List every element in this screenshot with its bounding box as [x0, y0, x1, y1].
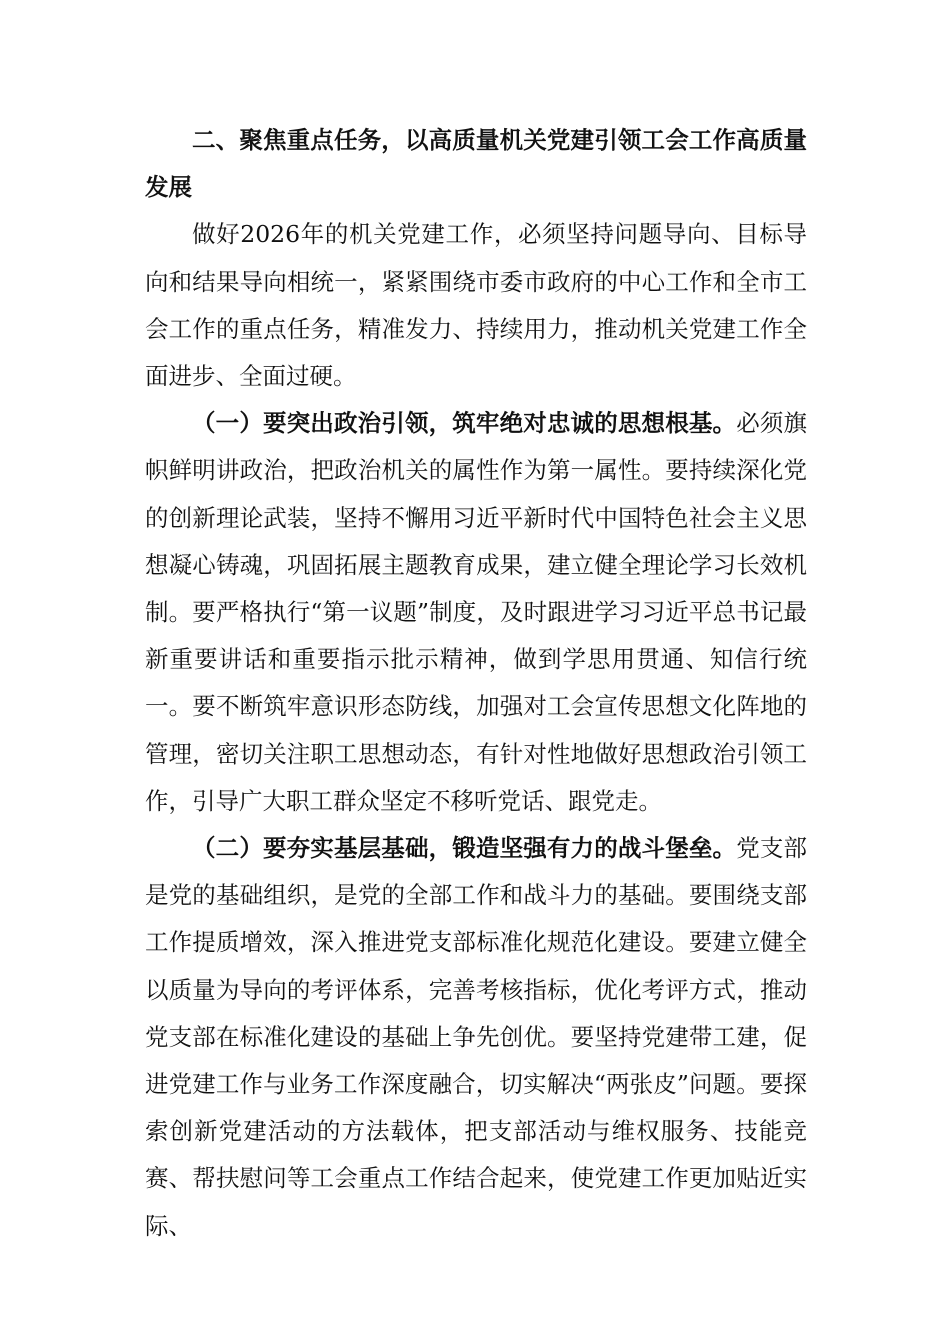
subsection-paragraph-1: [145, 400, 807, 825]
document-body: [145, 117, 807, 1250]
subsection-lead-1: （一）要突出政治引领，筑牢绝对忠诚的思想根基。: [192, 409, 737, 438]
subsection-paragraph-2: [145, 825, 807, 1250]
section-heading: 二、聚焦重点任务，以高质量机关党建引领工会工作高质量发展: [145, 126, 807, 202]
subsection-body-1: 必须旗帜鲜明讲政治，把政治机关的属性作为第一属性。要持续深化党的创新理论武装，坚持不懈用习近平新时代中国特色社会主义思想凝心铸魂，巩固拓展主题教育成果，建立健全理论学习长效机制。要严格执行“第一议题”制度，及时跟进学习习近平总书记最新重要讲话和重要指示批示精神，做到学思用贯通、知信行统一。要不断筑牢意识形态防线，加强对工会宣传思想文化阵地的管理，密切关注职工思想动态，有针对性地做好思想政治引领工作，引导广大职工群众坚定不移听党话、跟党走。: [145, 409, 808, 815]
subsection-body-2: 党支部是党的基础组织，是党的全部工作和战斗力的基础。要围绕支部工作提质增效，深入推进党支部标准化规范化建设。要建立健全以质量为导向的考评体系，完善考核指标，优化考评方式，推动党支部在标准化建设的基础上争先创优。要坚持党建带工建，促进党建工作与业务工作深度融合，切实解决“两张皮”问题。要探索创新党建活动的方法载体，把支部活动与维权服务、技能竞赛、帮扶慰问等工会重点工作结合起来，使党建工作更加贴近实际、: [145, 834, 808, 1240]
subsection-lead-2: （二）要夯实基层基础，锻造坚强有力的战斗堡垒。: [192, 834, 737, 863]
intro-paragraph: 做好2026年的机关党建工作，必须坚持问题导向、目标导向和结果导向相统一，紧紧围绕市委市政府的中心工作和全市工会工作的重点任务，精准发力、持续用力，推动机关党建工作全面进步、全面过硬。: [145, 220, 807, 391]
